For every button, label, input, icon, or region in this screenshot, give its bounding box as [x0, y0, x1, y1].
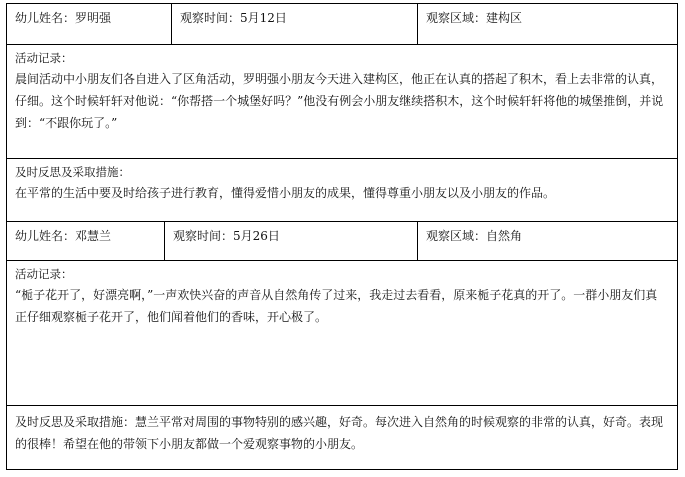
reflection-text: 在平常的生活中要及时给孩子进行教育，懂得爱惜小朋友的成果，懂得尊重小朋友以及小朋友的作品。: [15, 186, 556, 200]
child-name-value: 罗明强: [75, 11, 112, 25]
child-name-value: 邓慧兰: [75, 229, 112, 243]
observation-area-cell-1: [417, 3, 678, 45]
activity-record-text: “栀子花开了，好漂亮啊，”一声欢快兴奋的声音从自然角传了过来，我走过去看看，原来栀子花真的开了。一群小朋友们真正仔细观察栀子花开了，他们闻着他们的香味，开心极了。: [15, 288, 658, 324]
observation-time-value: 5月26日: [233, 229, 280, 243]
child-name-label: 幼儿姓名：: [15, 11, 76, 25]
activity-record-cell-2: [6, 260, 678, 406]
observation-area-cell-2: [417, 221, 678, 261]
observation-time-label: 观察时间：: [173, 229, 234, 243]
observation-area-label: 观察区域：: [426, 11, 487, 25]
observation-record-table: [6, 3, 678, 470]
activity-record-heading: 活动记录：: [15, 267, 73, 281]
child-name-cell-2: [6, 221, 165, 261]
observation-area-value: 自然角: [486, 229, 523, 243]
reflection-text: 慧兰平常对周围的事物特别的感兴趣，好奇。每次进入自然角的时候观察的非常的认真，好奇。表现的很棒！希望在他的带领下小朋友都做一个爱观察事物的小朋友。: [15, 415, 664, 451]
activity-record-cell-1: [6, 44, 678, 159]
reflection-heading: 及时反思及采取措施：: [15, 165, 130, 179]
reflection-cell-2: [6, 405, 678, 470]
observation-time-value: 5月12日: [240, 11, 287, 25]
observation-time-cell-2: [164, 221, 418, 261]
observation-area-label: 观察区域：: [426, 229, 487, 243]
child-name-label: 幼儿姓名：: [15, 229, 76, 243]
activity-record-heading: 活动记录：: [15, 51, 73, 65]
reflection-heading: 及时反思及采取措施：: [15, 415, 136, 429]
activity-record-text: 晨间活动中小朋友们各自进入了区角活动，罗明强小朋友今天进入建构区，他正在认真的搭起了积木，看上去非常的认真，仔细。这个时候轩轩对他说：“你帮搭一个城堡好吗？”他没有例会小朋友继续搭积木，这个时候轩轩将他的城堡推倒，并说到：“不跟你玩了。”: [15, 72, 664, 130]
observation-time-cell-1: [171, 3, 418, 45]
observation-time-label: 观察时间：: [180, 11, 241, 25]
reflection-cell-1: [6, 158, 678, 222]
child-name-cell-1: [6, 3, 172, 45]
observation-area-value: 建构区: [486, 11, 523, 25]
